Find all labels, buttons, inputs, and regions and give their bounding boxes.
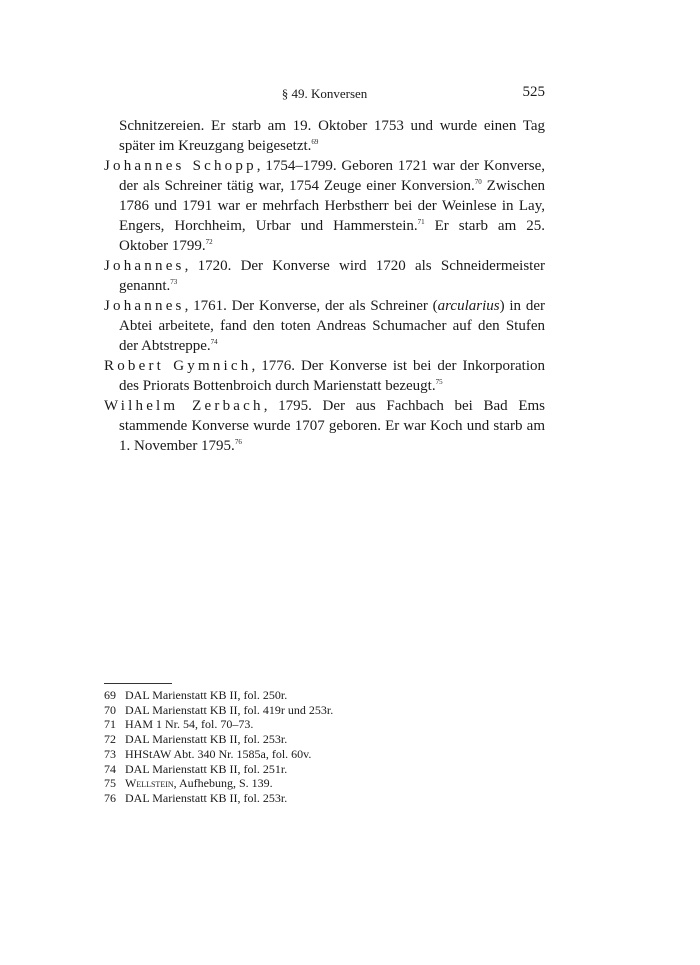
entry-text: Schnitzereien. Er starb am 19. Oktober 1753 und wurde einen Tag später im Kreuzgang beigesetzt. (119, 118, 545, 154)
entry-italic-term: arcularius (437, 298, 500, 314)
footnote (104, 747, 545, 762)
footnote-separator (104, 683, 172, 684)
footnote (104, 762, 545, 777)
entry-johannes-schopp (104, 156, 545, 256)
entry-johannes-1761 (104, 296, 545, 356)
footnote (104, 732, 545, 747)
footnote (104, 703, 545, 718)
footnote-ref: 69 (311, 138, 319, 146)
footnote-number: 76 (104, 790, 116, 805)
footnote-ref: 76 (234, 438, 242, 446)
footnote-text: DAL Marienstatt KB II, fol. 253r. (125, 790, 288, 805)
person-name: Robert Gymnich (104, 358, 252, 374)
footnote-text: DAL Marienstatt KB II, fol. 251r. (125, 761, 288, 776)
entry-text: , 1795. Der aus Fachbach bei Bad Ems stammende Konverse wurde 1707 geboren. Er war Koch und starb am 1. November 1795. (119, 398, 545, 454)
person-name: Wilhelm Zerbach (104, 398, 264, 414)
footnote (104, 717, 545, 732)
footnote-number: 72 (104, 732, 116, 747)
footnote (104, 791, 545, 806)
footnote-number: 75 (104, 776, 116, 791)
entry-text: , 1776. Der Konverse ist bei der Inkorporation des Priorats Bottenbroich durch Marienstatt bezeugt. (119, 358, 545, 394)
footnote-author: Wellstein (125, 776, 174, 791)
running-head: § 49. Konversen (281, 86, 368, 101)
footnote-number: 71 (104, 717, 116, 732)
footnote-text: HHStAW Abt. 340 Nr. 1585a, fol. 60v. (125, 746, 312, 761)
footnote-ref: 70 (474, 178, 482, 186)
person-name: Johannes (104, 258, 185, 274)
footnote-text: , Aufhebung, S. 139. (173, 776, 273, 791)
footnote-text: DAL Marienstatt KB II, fol. 419r und 253r. (125, 702, 334, 717)
footnote-number: 74 (104, 761, 116, 776)
footnote-text: DAL Marienstatt KB II, fol. 253r. (125, 732, 288, 747)
footnote-ref: 71 (417, 218, 425, 226)
entry-text: , 1720. Der Konverse wird 1720 als Schneidermeister genannt. (119, 258, 545, 294)
entry-johannes-1720 (104, 256, 545, 296)
footnote-text: DAL Marienstatt KB II, fol. 250r. (125, 688, 288, 702)
person-name: Johannes Schopp (104, 158, 257, 174)
footnote-number: 73 (104, 746, 116, 761)
entry-continuation (104, 116, 545, 156)
entry-wilhelm-zerbach (104, 396, 545, 456)
page-header (104, 84, 545, 104)
footnote-text: HAM 1 Nr. 54, fol. 70–73. (125, 717, 254, 732)
entry-text: ) in der Abtei arbeitete, fand den toten Andreas Schumacher auf den Stufen der Abtstreppe. (119, 298, 545, 354)
page-number: 525 (522, 84, 545, 100)
entry-text: , 1761. Der Konverse, der als Schreiner ( (184, 298, 438, 314)
footnote-ref: 75 (435, 378, 443, 386)
footnote (104, 688, 545, 703)
entry-text: Zwischen 1786 und 1791 war er mehrfach Herbstherr bei der Weinlese in Lay, Engers, Horchheim, Urbar und Hammerstein. (119, 178, 545, 234)
footnote-ref: 72 (205, 238, 213, 246)
footnote-number: 70 (104, 702, 116, 717)
footnote-ref: 74 (210, 338, 218, 346)
main-text (104, 116, 545, 456)
footnote-number: 69 (104, 688, 116, 702)
entry-text: Er starb am 25. Oktober 1799. (119, 218, 545, 254)
footnotes (104, 688, 545, 806)
person-name: Johannes (104, 298, 185, 314)
entry-text: , 1754–1799. Geboren 1721 war der Konverse, der als Schreiner tätig war, 1754 Zeuge einer Konversion. (119, 158, 545, 194)
entry-robert-gymnich (104, 356, 545, 396)
footnote (104, 776, 545, 791)
footnote-ref: 73 (170, 278, 178, 286)
